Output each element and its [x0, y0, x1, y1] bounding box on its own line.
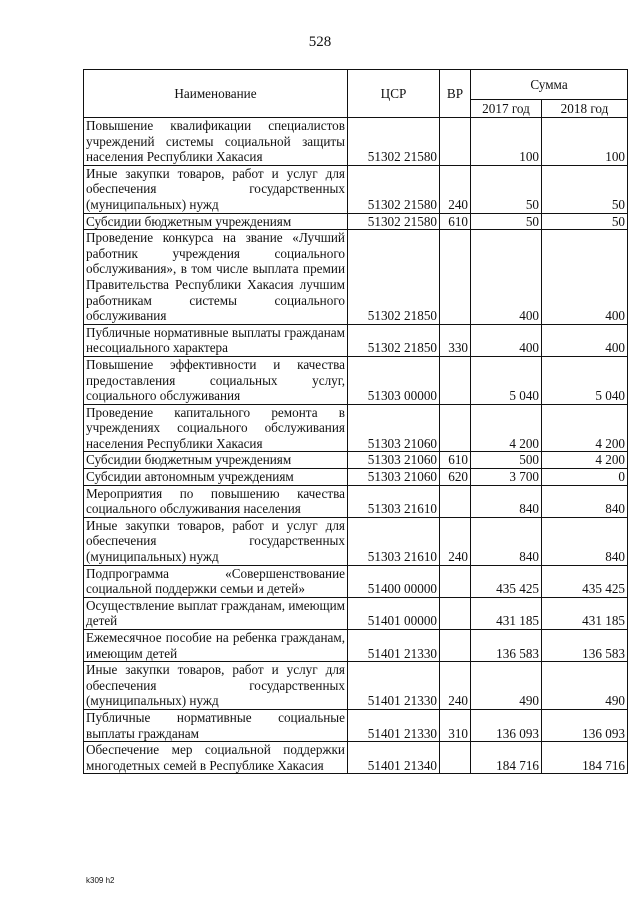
page-number: 528 [308, 34, 332, 50]
row-2018-cell: 50 [542, 213, 628, 230]
row-2018-cell: 136 583 [542, 630, 628, 662]
table-row [84, 597, 628, 629]
row-2018-cell: 5 040 [542, 356, 628, 404]
row-vr-cell [440, 565, 471, 597]
table-row [84, 324, 628, 356]
row-csr-cell: 51401 00000 [348, 597, 440, 629]
row-name-cell: Иные закупки товаров, работ и услуг для обеспечения государственных (муниципальных) нужд [84, 662, 348, 710]
row-2017-cell: 435 425 [471, 565, 542, 597]
row-csr-cell: 51303 21610 [348, 517, 440, 565]
row-2018-cell: 100 [542, 118, 628, 166]
row-csr-cell: 51302 21580 [348, 213, 440, 230]
row-2017-cell: 3 700 [471, 469, 542, 486]
row-2018-cell: 435 425 [542, 565, 628, 597]
row-vr-cell: 610 [440, 213, 471, 230]
row-name-cell: Субсидии бюджетным учреждениям [84, 213, 348, 230]
table-row [84, 165, 628, 213]
row-vr-cell [440, 485, 471, 517]
header-2017: 2017 год [471, 100, 542, 118]
row-2017-cell: 136 093 [471, 709, 542, 741]
row-2017-cell: 431 185 [471, 597, 542, 629]
row-2017-cell: 50 [471, 165, 542, 213]
row-csr-cell: 51302 21850 [348, 230, 440, 325]
row-csr-cell: 51401 21340 [348, 742, 440, 774]
row-2018-cell: 4 200 [542, 404, 628, 452]
row-csr-cell: 51303 21060 [348, 404, 440, 452]
row-2017-cell: 4 200 [471, 404, 542, 452]
row-2017-cell: 5 040 [471, 356, 542, 404]
header-csr: ЦСР [348, 70, 440, 118]
row-name-cell: Обеспечение мер социальной поддержки многодетных семей в Республике Хакасия [84, 742, 348, 774]
row-2018-cell: 184 716 [542, 742, 628, 774]
row-csr-cell: 51401 21330 [348, 630, 440, 662]
row-vr-cell [440, 118, 471, 166]
footer-code: k309 h2 [86, 876, 115, 885]
table-body [84, 118, 628, 774]
row-name-cell: Публичные нормативные социальные выплаты гражданам [84, 709, 348, 741]
row-2017-cell: 840 [471, 517, 542, 565]
row-vr-cell: 310 [440, 709, 471, 741]
row-2017-cell: 136 583 [471, 630, 542, 662]
row-csr-cell: 51401 21330 [348, 709, 440, 741]
table-row [84, 709, 628, 741]
row-name-cell: Осуществление выплат гражданам, имеющим детей [84, 597, 348, 629]
row-vr-cell: 240 [440, 165, 471, 213]
row-csr-cell: 51302 21580 [348, 118, 440, 166]
row-name-cell: Публичные нормативные выплаты гражданам несоциального характера [84, 324, 348, 356]
row-2018-cell: 431 185 [542, 597, 628, 629]
table-row [84, 565, 628, 597]
row-2018-cell: 840 [542, 485, 628, 517]
row-2017-cell: 400 [471, 230, 542, 325]
row-vr-cell: 330 [440, 324, 471, 356]
header-2018: 2018 год [542, 100, 628, 118]
row-2018-cell: 50 [542, 165, 628, 213]
row-csr-cell: 51302 21850 [348, 324, 440, 356]
row-2017-cell: 840 [471, 485, 542, 517]
row-vr-cell: 610 [440, 452, 471, 469]
row-name-cell: Субсидии автономным учреждениям [84, 469, 348, 486]
row-csr-cell: 51302 21580 [348, 165, 440, 213]
row-name-cell: Ежемесячное пособие на ребенка гражданам, имеющим детей [84, 630, 348, 662]
row-name-cell: Субсидии бюджетным учреждениям [84, 452, 348, 469]
row-2018-cell: 0 [542, 469, 628, 486]
table-row [84, 230, 628, 325]
row-2018-cell: 400 [542, 230, 628, 325]
row-csr-cell: 51303 21060 [348, 452, 440, 469]
table-row [84, 742, 628, 774]
row-vr-cell: 620 [440, 469, 471, 486]
row-2018-cell: 840 [542, 517, 628, 565]
row-csr-cell: 51303 21060 [348, 469, 440, 486]
table-row [84, 118, 628, 166]
table-row [84, 452, 628, 469]
row-csr-cell: 51303 21610 [348, 485, 440, 517]
row-name-cell: Иные закупки товаров, работ и услуг для обеспечения государственных (муниципальных) нужд [84, 517, 348, 565]
row-csr-cell: 51400 00000 [348, 565, 440, 597]
row-vr-cell: 240 [440, 662, 471, 710]
table-row [84, 662, 628, 710]
table-row [84, 517, 628, 565]
row-name-cell: Проведение капитального ремонта в учреждениях социального обслуживания населения Республики Хакасия [84, 404, 348, 452]
row-vr-cell: 240 [440, 517, 471, 565]
row-name-cell: Повышение квалификации специалистов учреждений системы социальной защиты населения Республики Хакасия [84, 118, 348, 166]
row-2018-cell: 490 [542, 662, 628, 710]
row-vr-cell [440, 630, 471, 662]
table-row [84, 469, 628, 486]
row-name-cell: Повышение эффективности и качества предоставления социальных услуг, социального обслуживания [84, 356, 348, 404]
row-2017-cell: 400 [471, 324, 542, 356]
header-vr: ВР [440, 70, 471, 118]
table-row [84, 213, 628, 230]
table-row [84, 404, 628, 452]
budget-table [83, 69, 628, 774]
row-2018-cell: 4 200 [542, 452, 628, 469]
header-sum: Сумма [471, 70, 628, 100]
row-vr-cell [440, 742, 471, 774]
row-2018-cell: 136 093 [542, 709, 628, 741]
header-name: Наименование [84, 70, 348, 118]
table-row [84, 485, 628, 517]
row-csr-cell: 51303 00000 [348, 356, 440, 404]
row-2017-cell: 490 [471, 662, 542, 710]
row-2017-cell: 50 [471, 213, 542, 230]
row-2017-cell: 184 716 [471, 742, 542, 774]
row-2017-cell: 500 [471, 452, 542, 469]
row-name-cell: Проведение конкурса на звание «Лучший работник учреждения социального обслуживания», в том числе выплата премии Правительства Республики Хакасия лучшим работникам системы социального обслуживания [84, 230, 348, 325]
row-2017-cell: 100 [471, 118, 542, 166]
row-name-cell: Мероприятия по повышению качества социального обслуживания населения [84, 485, 348, 517]
row-vr-cell [440, 404, 471, 452]
row-csr-cell: 51401 21330 [348, 662, 440, 710]
row-vr-cell [440, 356, 471, 404]
row-vr-cell [440, 230, 471, 325]
table-row [84, 630, 628, 662]
row-name-cell: Иные закупки товаров, работ и услуг для обеспечения государственных (муниципальных) нужд [84, 165, 348, 213]
row-name-cell: Подпрограмма «Совершенствование социальной поддержки семьи и детей» [84, 565, 348, 597]
table-row [84, 356, 628, 404]
row-vr-cell [440, 597, 471, 629]
row-2018-cell: 400 [542, 324, 628, 356]
